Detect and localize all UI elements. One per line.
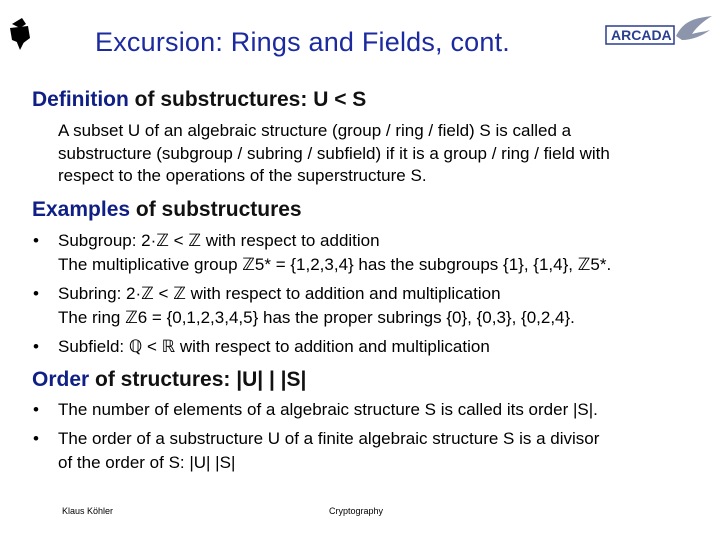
paragraph-line: substructure (subgroup / subring / subfield) if it is a group / ring / field with [58, 143, 610, 163]
bullet-marker: • [33, 284, 39, 303]
definition-heading-rest: of substructures: U < S [134, 88, 367, 111]
example-subgroup-line: Subgroup: 2·ℤ < ℤ with respect to addition [58, 231, 380, 250]
examples-heading-highlight: Examples [32, 198, 131, 221]
definition-heading [32, 88, 366, 112]
bullet-marker: • [33, 400, 39, 419]
slide-title: Excursion: Rings and Fields, cont. [95, 27, 510, 57]
order-heading [32, 368, 306, 392]
footer-topic: Cryptography [329, 506, 384, 516]
paragraph-line: respect to the operations of the superstructure S. [58, 166, 427, 185]
order-heading-highlight: Order [32, 368, 90, 391]
bullet-marker: • [33, 337, 39, 356]
example-subring-line: Subring: 2·ℤ < ℤ with respect to addition and multiplication [58, 284, 501, 303]
example-subgroup-detail: The multiplicative group ℤ5* = {1,2,3,4} has the subgroups {1}, {1,4}, ℤ5*. [58, 255, 612, 274]
bullet-marker: • [33, 231, 39, 250]
footer-author: Klaus Köhler [62, 506, 114, 516]
example-subring-detail: The ring ℤ6 = {0,1,2,3,4,5} has the proper subrings {0}, {0,3}, {0,2,4}. [58, 308, 575, 327]
order-definition-line: The number of elements of a algebraic structure S is called its order |S|. [58, 400, 598, 419]
paragraph-line: A subset U of an algebraic structure (group / ring / field) S is called a [58, 121, 572, 140]
example-subfield-line: Subfield: ℚ < ℝ with respect to addition and multiplication [58, 337, 490, 356]
lagrange-line: The order of a substructure U of a finite algebraic structure S is a divisor [58, 429, 600, 448]
lagrange-detail: of the order of S: |U| |S| [58, 453, 236, 472]
examples-heading-rest: of substructures [135, 198, 302, 221]
examples-heading [32, 198, 302, 222]
arcada-logo-icon [604, 14, 716, 54]
definition-paragraph [58, 120, 610, 188]
logo-text: ARCADA [611, 27, 672, 43]
order-heading-rest: of structures: |U| | |S| [95, 368, 307, 391]
arcada-logo [604, 14, 716, 54]
corner-logo-icon [6, 14, 36, 54]
bullet-marker: • [33, 429, 39, 448]
definition-heading-highlight: Definition [32, 88, 129, 111]
